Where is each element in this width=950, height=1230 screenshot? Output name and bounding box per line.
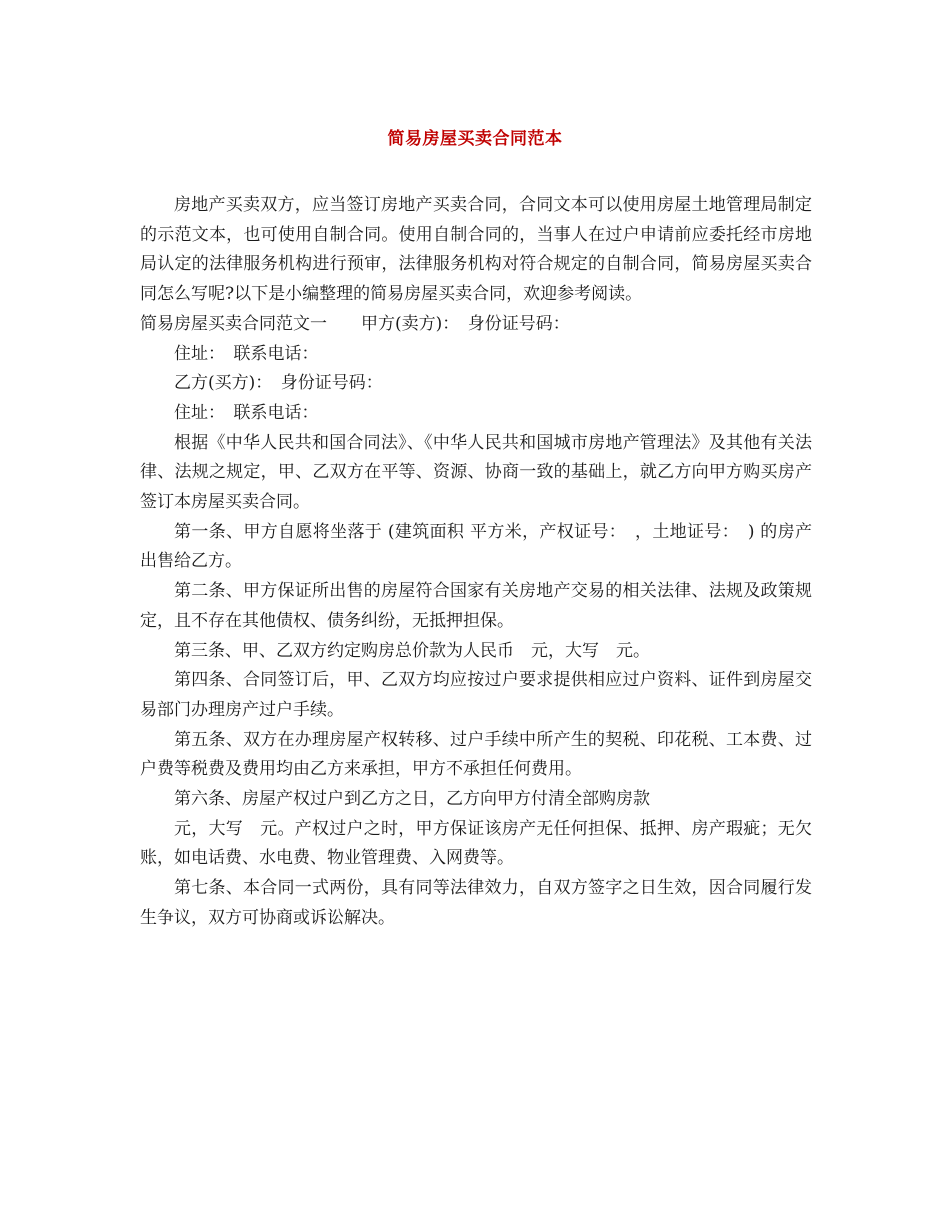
party-b-line: 乙方(买方)： 身份证号码： <box>174 373 383 394</box>
article-6-line-2: 元，大写 元。产权过户之时，甲方保证该房产无任何担保、抵押、房产瑕疵；无欠账，如电话费、水电费、物业管理费、入网费等。 <box>140 818 812 869</box>
party-a-address-line: 住址： 联系电话： <box>174 343 319 364</box>
intro-paragraph: 房地产买卖双方，应当签订房地产买卖合同，合同文本可以使用房屋土地管理局制定的示范文本，也可使用自制合同。使用自制合同的，当事人在过户申请前应委托经市房地局认定的法律服务机构进行预审，法律服务机构对符合规定的自制合同，简易房屋买卖合同怎么写呢?以下是小编整理的简易房屋买卖合同，欢迎参考阅读。 <box>140 195 812 305</box>
article-2: 第二条、甲方保证所出售的房屋符合国家有关房地产交易的相关法律、法规及政策规定，且不存在其他债权、债务纠纷，无抵押担保。 <box>140 581 812 631</box>
sample-heading-line: 简易房屋买卖合同范文一 甲方(卖方)： 身份证号码： <box>140 313 570 334</box>
article-5: 第五条、双方在办理房屋产权转移、过户手续中所产生的契税、印花税、工本费、过户费等税费及费用均由乙方来承担，甲方不承担任何费用。 <box>140 729 812 780</box>
article-4: 第四条、合同签订后，甲、乙双方均应按过户要求提供相应过户资料、证件到房屋交易部门办理房产过户手续。 <box>140 670 812 720</box>
article-7: 第七条、本合同一式两份，具有同等法律效力，自双方签字之日生效，因合同履行发生争议，双方可协商或诉讼解决。 <box>140 878 812 928</box>
article-3: 第三条、甲、乙双方约定购房总价款为人民币 元，大写 元。 <box>174 640 650 661</box>
document-title: 简易房屋买卖合同范本 <box>387 129 563 149</box>
document-body <box>140 191 812 934</box>
legal-basis-paragraph: 根据《中华人民共和国合同法》、《中华人民共和国城市房地产管理法》及其他有关法律、法规之规定，甲、乙双方在平等、资源、协商一致的基础上，就乙方向甲方购买房产签订本房屋买卖合同。 <box>140 432 812 513</box>
article-1: 第一条、甲方自愿将坐落于 (建筑面积 平方米，产权证号： ，土地证号： ) 的房产出售给乙方。 <box>140 521 812 572</box>
party-b-address-line: 住址： 联系电话： <box>174 402 319 423</box>
article-6-line-1: 第六条、房屋产权过户到乙方之日，乙方向甲方付清全部购房款 <box>174 789 650 810</box>
